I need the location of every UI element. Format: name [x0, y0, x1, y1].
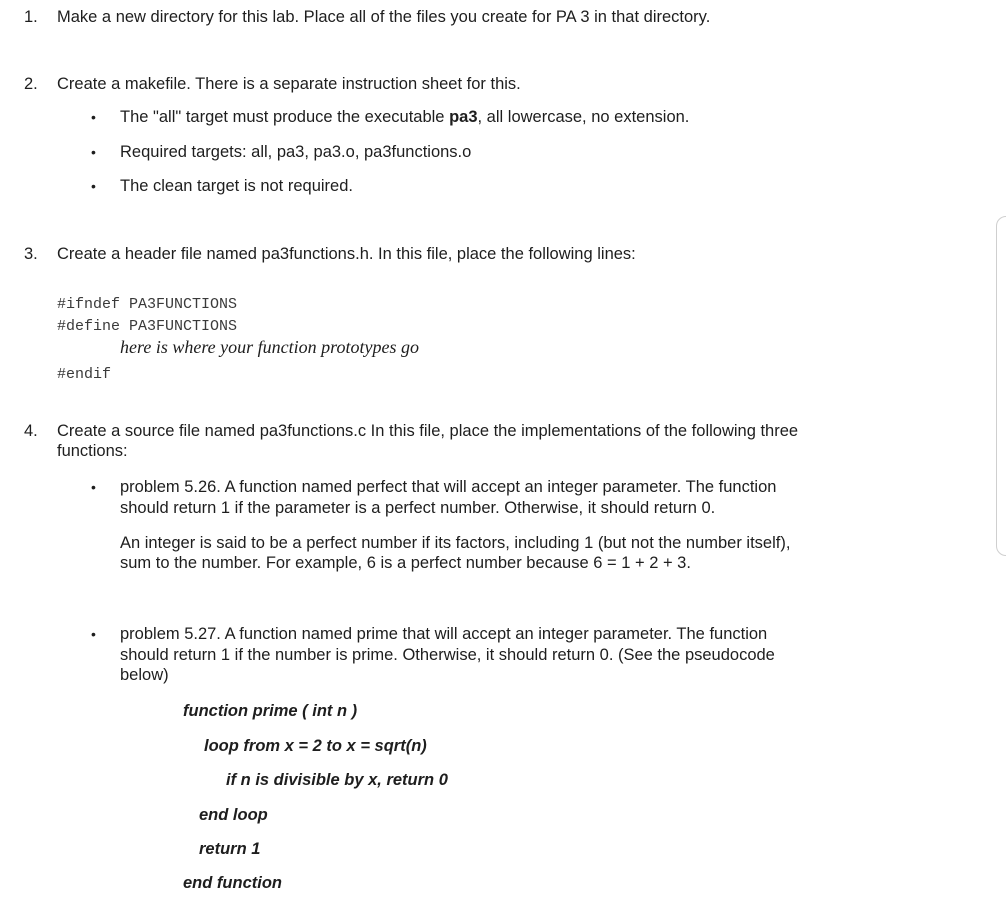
item-1-number: 1.: [24, 8, 38, 26]
item-2-bullet-2: Required targets: all, pa3, pa3.o, pa3functions.o: [120, 143, 472, 161]
item-3-number: 3.: [24, 245, 38, 263]
item-2-number: 2.: [24, 75, 38, 93]
item-4-text-line-1: Create a source file named pa3functions.c In this file, place the implementations of the following three: [57, 422, 799, 440]
code-line-prototypes-placeholder: here is where your function prototypes go: [120, 337, 419, 357]
item-1-text: Make a new directory for this lab. Place all of the files you create for PA 3 in that directory.: [57, 8, 711, 26]
item-2-text: Create a makefile. There is a separate instruction sheet for this.: [57, 75, 521, 93]
pseudocode-line: return 1: [199, 840, 261, 858]
item-2-bullet-1: [120, 107, 689, 127]
code-line-define: #define PA3FUNCTIONS: [57, 318, 238, 335]
pseudocode-line: end function: [183, 874, 282, 892]
item-4-bullet-1-note-line-1: An integer is said to be a perfect number if its factors, including 1 (but not the number itself),: [120, 534, 791, 552]
bullet-1-text-after: , all lowercase, no extension.: [477, 108, 690, 126]
item-3-text: Create a header file named pa3functions.h. In this file, place the following lines:: [57, 245, 636, 263]
item-4-bullet-1-line-2: should return 1 if the parameter is a perfect number. Otherwise, it should return 0.: [120, 499, 716, 517]
pseudocode-line: loop from x = 2 to x = sqrt(n): [204, 737, 427, 755]
item-4-bullet-2-line-2: should return 1 if the number is prime. Otherwise, it should return 0. (See the pseudocode: [120, 646, 775, 664]
bullet-1-executable-name: pa3: [449, 108, 478, 126]
item-4-bullet-2-line-3: below): [120, 666, 169, 684]
bullet-1-text-before: The "all" target must produce the executable: [120, 108, 450, 126]
item-4-bullet-2-line-1: problem 5.27. A function named prime that will accept an integer parameter. The function: [120, 625, 768, 643]
code-line-endif: #endif: [57, 366, 112, 383]
bullet-icon: •: [91, 144, 96, 160]
item-4-text-line-2: functions:: [57, 442, 128, 460]
pseudocode-line: if n is divisible by x, return 0: [226, 771, 448, 789]
item-4-bullet-1-note-line-2: sum to the number. For example, 6 is a perfect number because 6 = 1 + 2 + 3.: [120, 554, 691, 572]
side-panel-tab[interactable]: [996, 216, 1006, 556]
bullet-icon: •: [91, 479, 96, 495]
bullet-icon: •: [91, 178, 96, 194]
item-4-number: 4.: [24, 422, 38, 440]
item-4-bullet-1-line-1: problem 5.26. A function named perfect that will accept an integer parameter. The function: [120, 478, 777, 496]
pseudocode-line: function prime ( int n ): [183, 702, 358, 720]
pseudocode-line: end loop: [199, 806, 268, 824]
code-line-ifndef: #ifndef PA3FUNCTIONS: [57, 296, 238, 313]
item-2-bullet-3: The clean target is not required.: [120, 177, 353, 195]
bullet-icon: •: [91, 109, 96, 125]
bullet-icon: •: [91, 626, 96, 642]
